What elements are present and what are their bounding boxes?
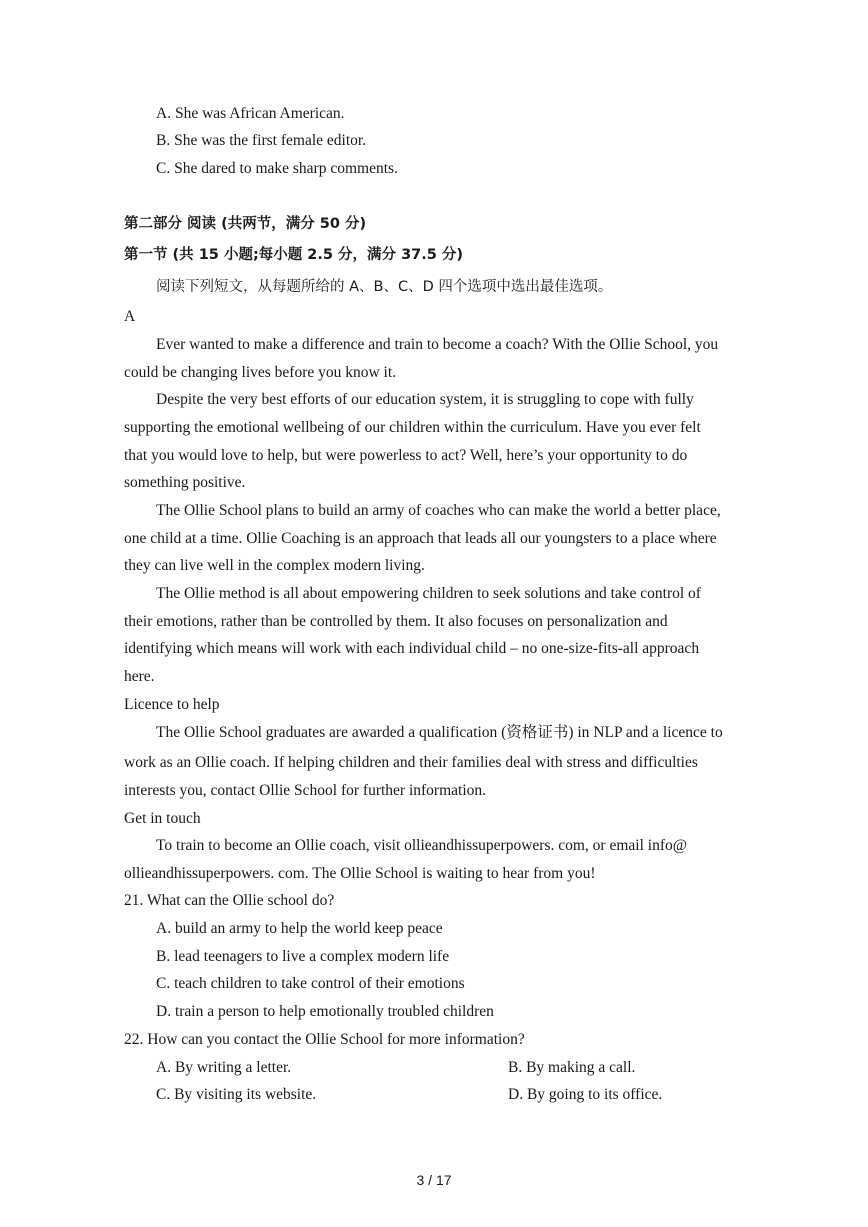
passage-line: work as an Ollie coach. If helping children and their families deal with stress and difficulties <box>124 754 698 771</box>
passage-line: The Ollie School graduates are awarded a qualification (资格证书) in NLP and a licence to <box>156 724 723 741</box>
q22-stem: 22. How can you contact the Ollie School for more information? <box>124 1031 525 1048</box>
page-number: 3 / 17 <box>416 1172 452 1188</box>
passage-label: A <box>124 308 136 325</box>
passage-line: To train to become an Ollie coach, visit ollieandhissuperpowers. com, or email info@ <box>156 837 688 854</box>
passage-line: The Ollie method is all about empowering children to seek solutions and take control of <box>156 585 701 602</box>
passage-line: they can live well in the complex modern living. <box>124 557 425 574</box>
heading-contact: Get in touch <box>124 810 201 827</box>
passage-line: supporting the emotional wellbeing of our children within the curriculum. Have you ever felt <box>124 419 701 436</box>
part2-title: 第二部分 阅读 (共两节，满分 50 分) <box>124 216 367 232</box>
q22-option-b: B. By making a call. <box>508 1059 636 1076</box>
passage-line: ollieandhissuperpowers. com. The Ollie School is waiting to hear from you! <box>124 865 596 882</box>
passage-line: could be changing lives before you know it. <box>124 364 397 381</box>
heading-licence: Licence to help <box>124 696 220 713</box>
passage-line: Despite the very best efforts of our education system, it is struggling to cope with fully <box>156 391 694 408</box>
q21-option-d: D. train a person to help emotionally troubled children <box>156 1003 494 1020</box>
option-prev-c: C. She dared to make sharp comments. <box>156 160 398 177</box>
q22-option-d: D. By going to its office. <box>508 1086 663 1103</box>
passage-line: interests you, contact Ollie School for further information. <box>124 782 487 799</box>
passage-line: something positive. <box>124 474 246 491</box>
q22-option-c: C. By visiting its website. <box>156 1086 317 1103</box>
passage-line: that you would love to help, but were powerless to act? Well, here’s your opportunity to do <box>124 447 688 464</box>
passage-line: their emotions, rather than be controlled by them. It also focuses on personalization and <box>124 613 668 630</box>
q21-option-b: B. lead teenagers to live a complex modern life <box>156 948 450 965</box>
passage-line: The Ollie School plans to build an army of coaches who can make the world a better place, <box>156 502 721 519</box>
q21-option-c: C. teach children to take control of their emotions <box>156 975 465 992</box>
passage-line: Ever wanted to make a difference and train to become a coach? With the Ollie School, you <box>156 336 719 353</box>
q22-option-a: A. By writing a letter. <box>156 1059 292 1076</box>
passage-line: identifying which means will work with each individual child – no one-size-fits-all approach <box>124 640 700 657</box>
passage-line: one child at a time. Ollie Coaching is an approach that leads all our youngsters to a place where <box>124 530 717 547</box>
passage-line: here. <box>124 668 155 685</box>
option-prev-a: A. She was African American. <box>156 105 345 122</box>
q21-stem: 21. What can the Ollie school do? <box>124 892 335 909</box>
q21-option-a: A. build an army to help the world keep peace <box>156 920 443 937</box>
instructions: 阅读下列短文，从每题所给的 A、B、C、D 四个选项中选出最佳选项。 <box>156 279 613 295</box>
option-prev-b: B. She was the first female editor. <box>156 132 367 149</box>
section1-title: 第一节 (共 15 小题;每小题 2.5 分，满分 37.5 分) <box>124 247 464 263</box>
